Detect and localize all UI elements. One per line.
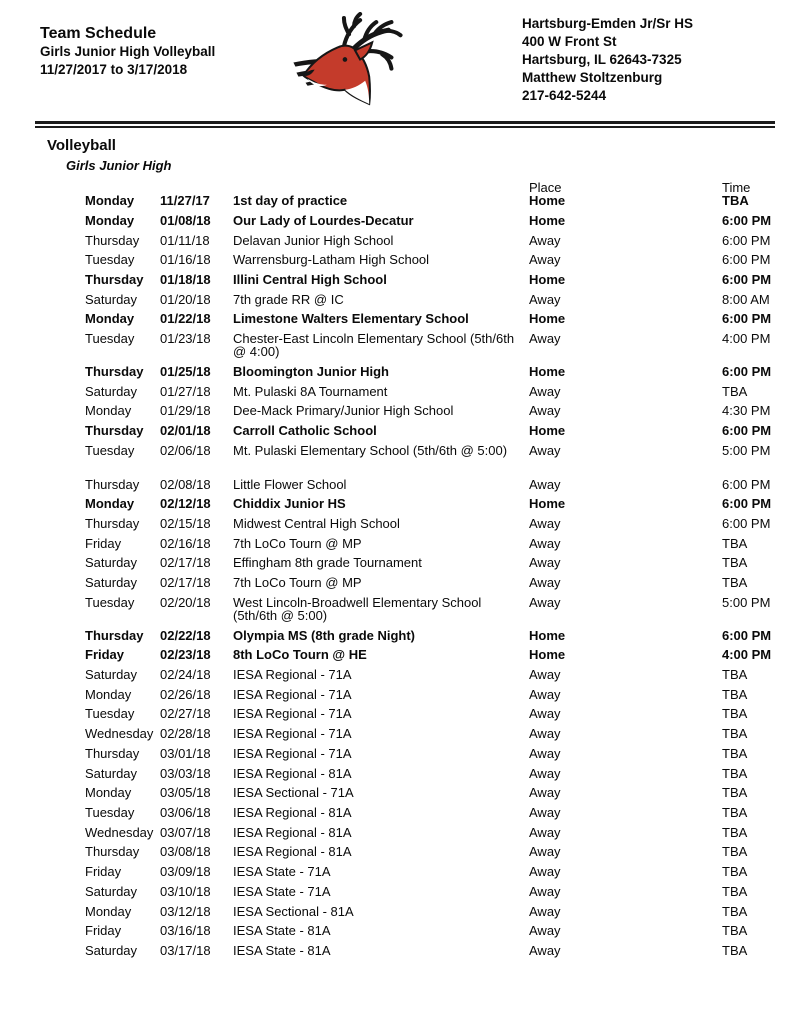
place-cell: Away — [529, 824, 561, 840]
place-cell: Away — [529, 535, 561, 551]
schedule-row — [85, 924, 800, 944]
contact-phone: 217-642-5244 — [522, 88, 607, 103]
day-cell: Tuesday — [85, 331, 135, 347]
school-address-line2: Hartsburg, IL 62643-7325 — [522, 52, 682, 67]
contact-name: Matthew Stoltzenburg — [522, 70, 663, 85]
day-cell: Monday — [85, 311, 135, 327]
time-cell: TBA — [722, 745, 748, 761]
time-cell: 8:00 AM — [722, 291, 770, 307]
schedule-row — [85, 497, 800, 517]
day-cell: Thursday — [85, 844, 140, 860]
day-cell: Saturday — [85, 383, 138, 399]
schedule-row — [85, 668, 800, 688]
place-cell: Home — [529, 193, 566, 209]
page-subtitle: Girls Junior High Volleyball — [40, 44, 216, 59]
date-cell: 01/29/18 — [160, 403, 211, 419]
day-cell: Monday — [85, 903, 132, 919]
date-cell: 02/24/18 — [160, 667, 211, 683]
date-cell: 11/27/17 — [160, 193, 210, 209]
schedule-row — [85, 253, 800, 273]
date-cell: 02/01/18 — [160, 423, 211, 439]
event-cell: Olympia MS (8th grade Night) — [233, 627, 416, 643]
day-cell: Tuesday — [85, 805, 135, 820]
event-cell: IESA Regional - 81A — [233, 824, 352, 840]
time-cell: TBA — [722, 686, 748, 702]
place-cell: Home — [529, 627, 566, 643]
event-cell: 1st day of practice — [233, 193, 348, 209]
event-cell: Little Flower School — [233, 476, 347, 492]
time-cell: TBA — [722, 193, 749, 209]
event-cell: 7th LoCo Tourn @ MP — [233, 575, 362, 591]
day-cell: Wednesday — [85, 824, 154, 840]
date-cell: 03/16/18 — [160, 923, 211, 939]
day-cell: Saturday — [85, 575, 138, 591]
date-cell: 01/20/18 — [160, 291, 211, 307]
time-cell: TBA — [722, 575, 748, 591]
place-cell: Home — [529, 496, 566, 512]
time-cell: TBA — [722, 765, 748, 781]
time-cell: 6:00 PM — [722, 515, 771, 531]
schedule-row — [85, 826, 800, 846]
day-cell: Tuesday — [85, 442, 135, 458]
schedule-row — [85, 596, 800, 629]
time-cell: TBA — [722, 864, 748, 880]
day-cell: Monday — [85, 403, 132, 419]
place-cell: Away — [529, 555, 561, 571]
event-cell: IESA Regional - 71A — [233, 686, 352, 702]
day-cell: Friday — [85, 864, 122, 880]
schedule-row — [85, 556, 800, 576]
time-cell: TBA — [722, 923, 748, 939]
event-cell: IESA State - 71A — [233, 883, 331, 899]
schedule-row — [85, 629, 800, 649]
schedule-row — [85, 747, 800, 767]
day-cell: Monday — [85, 496, 135, 512]
schedule-row — [85, 404, 800, 424]
event-cell: Illini Central High School — [233, 272, 387, 288]
time-cell: TBA — [722, 706, 748, 722]
day-cell: Thursday — [85, 745, 140, 761]
time-cell: TBA — [722, 535, 748, 551]
schedule-row — [85, 845, 800, 865]
place-cell: Away — [529, 383, 561, 399]
schedule-row — [85, 312, 800, 332]
day-cell: Friday — [85, 535, 122, 551]
date-cell: 03/01/18 — [160, 745, 211, 761]
schedule-row — [85, 865, 800, 885]
day-cell: Friday — [85, 647, 125, 663]
day-cell: Tuesday — [85, 252, 135, 268]
time-column-header: Time — [722, 180, 751, 195]
time-cell: TBA — [722, 942, 748, 958]
time-cell: 6:00 PM — [722, 272, 772, 288]
schedule-table — [0, 181, 800, 964]
place-cell: Away — [529, 331, 561, 347]
event-cell: IESA Regional - 71A — [233, 706, 352, 722]
school-address-line1: 400 W Front St — [522, 34, 617, 49]
day-cell: Saturday — [85, 883, 138, 899]
time-cell: 6:00 PM — [722, 423, 772, 439]
place-cell: Away — [529, 594, 561, 610]
place-cell: Away — [529, 515, 561, 531]
event-cell: IESA Regional - 81A — [233, 765, 352, 781]
stag-head-logo — [293, 12, 407, 109]
place-cell: Away — [529, 923, 561, 939]
schedule-row — [85, 273, 800, 293]
sport-heading: Volleyball — [47, 137, 116, 154]
event-cell: IESA Regional - 81A — [233, 805, 352, 820]
schedule-row — [85, 424, 800, 444]
time-cell: 6:00 PM — [722, 232, 771, 248]
event-cell: 7th LoCo Tourn @ MP — [233, 535, 362, 551]
time-cell: TBA — [722, 785, 748, 801]
place-cell: Away — [529, 252, 561, 268]
event-cell: IESA Sectional - 71A — [233, 785, 354, 801]
date-cell: 02/27/18 — [160, 706, 211, 722]
schedule-row — [85, 786, 800, 806]
date-cell: 02/22/18 — [160, 627, 211, 643]
date-cell: 02/23/18 — [160, 647, 211, 663]
date-cell: 02/16/18 — [160, 535, 211, 551]
day-cell: Saturday — [85, 555, 138, 571]
day-cell: Thursday — [85, 627, 144, 643]
time-cell: TBA — [722, 903, 748, 919]
date-cell: 01/08/18 — [160, 212, 211, 228]
schedule-row — [85, 293, 800, 313]
schedule-rows — [0, 194, 800, 963]
schedule-row — [85, 517, 800, 537]
date-cell: 03/10/18 — [160, 883, 211, 899]
place-cell: Away — [529, 726, 561, 742]
date-cell: 02/26/18 — [160, 686, 211, 702]
double-rule-divider — [35, 121, 775, 128]
day-cell: Wednesday — [85, 726, 154, 742]
date-cell: 03/05/18 — [160, 785, 211, 801]
place-cell: Away — [529, 745, 561, 761]
day-cell: Tuesday — [85, 706, 135, 722]
day-cell: Thursday — [85, 476, 140, 492]
event-cell: Warrensburg-Latham High School — [233, 252, 430, 268]
place-cell: Away — [529, 785, 561, 801]
date-cell: 02/17/18 — [160, 575, 211, 591]
place-cell: Away — [529, 883, 561, 899]
date-cell: 02/08/18 — [160, 476, 211, 492]
time-cell: 6:00 PM — [722, 476, 771, 492]
place-cell: Away — [529, 686, 561, 702]
place-cell: Away — [529, 903, 561, 919]
event-cell: Mt. Pulaski 8A Tournament — [233, 383, 388, 399]
date-cell: 01/16/18 — [160, 252, 211, 268]
time-cell: 5:00 PM — [722, 594, 771, 610]
date-cell: 03/06/18 — [160, 805, 211, 820]
date-cell: 02/20/18 — [160, 594, 211, 610]
place-cell: Home — [529, 311, 566, 327]
date-cell: 03/07/18 — [160, 824, 211, 840]
schedule-row — [85, 444, 800, 464]
day-cell: Monday — [85, 785, 132, 801]
date-cell: 03/03/18 — [160, 765, 211, 781]
event-cell: Delavan Junior High School — [233, 232, 394, 248]
event-cell: Effingham 8th grade Tournament — [233, 555, 422, 571]
schedule-row — [85, 576, 800, 596]
place-cell: Home — [529, 272, 566, 288]
event-cell: West Lincoln-Broadwell Elementary School (5th/6th @ 5:00) — [233, 594, 482, 623]
date-cell: 01/23/18 — [160, 331, 211, 347]
time-cell: 6:00 PM — [722, 212, 772, 228]
event-cell: IESA State - 81A — [233, 923, 331, 939]
schedule-row — [85, 648, 800, 668]
day-cell: Thursday — [85, 232, 140, 248]
event-cell: IESA State - 81A — [233, 942, 331, 958]
day-cell: Saturday — [85, 667, 138, 683]
team-heading: Girls Junior High — [66, 158, 172, 173]
schedule-row — [85, 727, 800, 747]
place-cell: Away — [529, 864, 561, 880]
school-name: Hartsburg-Emden Jr/Sr HS — [522, 16, 694, 31]
time-cell: 6:00 PM — [722, 496, 772, 512]
place-cell: Away — [529, 575, 561, 591]
event-cell: IESA Regional - 71A — [233, 667, 352, 683]
schedule-row — [85, 688, 800, 708]
place-cell: Away — [529, 844, 561, 860]
place-cell: Away — [529, 403, 561, 419]
school-info — [522, 15, 693, 105]
schedule-row — [85, 885, 800, 905]
place-cell: Away — [529, 942, 561, 958]
time-cell: 4:00 PM — [722, 647, 772, 663]
place-cell: Away — [529, 667, 561, 683]
day-cell: Monday — [85, 686, 132, 702]
day-cell: Thursday — [85, 272, 144, 288]
place-cell: Away — [529, 232, 561, 248]
schedule-date-range: 11/27/2017 to 3/17/2018 — [40, 61, 188, 77]
date-cell: 02/15/18 — [160, 515, 211, 531]
schedule-row — [85, 194, 800, 214]
time-cell: TBA — [722, 726, 748, 742]
day-cell: Saturday — [85, 291, 138, 307]
place-cell: Away — [529, 291, 561, 307]
time-cell: TBA — [722, 883, 748, 899]
day-cell: Tuesday — [85, 594, 135, 610]
day-cell: Thursday — [85, 423, 144, 439]
place-cell: Away — [529, 706, 561, 722]
time-cell: 6:00 PM — [722, 627, 772, 643]
schedule-row — [85, 234, 800, 254]
date-cell: 01/11/18 — [160, 232, 210, 248]
time-cell: 6:00 PM — [722, 364, 772, 380]
event-cell: Limestone Walters Elementary School — [233, 311, 469, 327]
date-cell: 03/12/18 — [160, 903, 211, 919]
schedule-row — [85, 767, 800, 787]
date-cell: 01/18/18 — [160, 272, 211, 288]
time-cell: TBA — [722, 844, 748, 860]
place-cell: Away — [529, 442, 561, 458]
time-cell: TBA — [722, 555, 748, 571]
schedule-row — [85, 365, 800, 385]
event-cell: IESA State - 71A — [233, 864, 331, 880]
schedule-row — [85, 537, 800, 557]
page-title: Team Schedule — [40, 25, 157, 42]
time-cell: TBA — [722, 805, 748, 820]
time-cell: 4:00 PM — [722, 331, 771, 347]
time-cell: TBA — [722, 667, 748, 683]
day-cell: Thursday — [85, 364, 144, 380]
schedule-row — [85, 385, 800, 405]
place-cell: Home — [529, 212, 566, 228]
date-cell: 03/17/18 — [160, 942, 211, 958]
day-cell: Thursday — [85, 515, 140, 531]
day-cell: Monday — [85, 212, 135, 228]
schedule-row — [85, 905, 800, 925]
event-cell: IESA Regional - 71A — [233, 745, 352, 761]
time-cell: 6:00 PM — [722, 311, 772, 327]
date-cell: 01/22/18 — [160, 311, 211, 327]
event-cell: Carroll Catholic School — [233, 423, 377, 439]
event-cell: IESA Regional - 71A — [233, 726, 352, 742]
day-cell: Saturday — [85, 942, 138, 958]
schedule-row — [85, 332, 800, 365]
date-cell: 02/17/18 — [160, 555, 211, 571]
place-cell: Home — [529, 364, 566, 380]
date-cell: 03/08/18 — [160, 844, 211, 860]
header-left — [40, 24, 215, 78]
date-cell: 02/06/18 — [160, 442, 211, 458]
date-cell: 03/09/18 — [160, 864, 211, 880]
time-cell: TBA — [722, 824, 748, 840]
event-cell: Bloomington Junior High — [233, 364, 389, 380]
time-cell: 4:30 PM — [722, 403, 771, 419]
event-cell: IESA Sectional - 81A — [233, 903, 354, 919]
event-cell: Chiddix Junior HS — [233, 496, 346, 512]
time-cell: 5:00 PM — [722, 442, 771, 458]
date-cell: 02/28/18 — [160, 726, 211, 742]
place-cell: Away — [529, 476, 561, 492]
place-cell: Away — [529, 805, 561, 820]
time-cell: 6:00 PM — [722, 252, 771, 268]
schedule-row — [85, 806, 800, 826]
day-cell: Friday — [85, 923, 122, 939]
time-cell: TBA — [722, 383, 748, 399]
event-cell: Chester-East Lincoln Elementary School (5th/6th @ 4:00) — [233, 331, 515, 360]
place-cell: Home — [529, 423, 566, 439]
date-cell: 02/12/18 — [160, 496, 211, 512]
event-cell: Our Lady of Lourdes-Decatur — [233, 212, 414, 228]
event-cell: Mt. Pulaski Elementary School (5th/6th @ 5:00) — [233, 442, 508, 458]
stag-head-logo-svg — [293, 12, 407, 109]
event-cell: IESA Regional - 81A — [233, 844, 352, 860]
date-cell: 01/27/18 — [160, 383, 211, 399]
event-cell: 8th LoCo Tourn @ HE — [233, 647, 367, 663]
event-cell: Dee-Mack Primary/Junior High School — [233, 403, 454, 419]
place-cell: Home — [529, 647, 566, 663]
day-cell: Saturday — [85, 765, 138, 781]
schedule-row — [85, 478, 800, 498]
schedule-row — [85, 944, 800, 964]
place-column-header: Place — [529, 180, 562, 195]
schedule-row — [85, 214, 800, 234]
schedule-row — [85, 707, 800, 727]
day-cell: Monday — [85, 193, 135, 209]
event-cell: Midwest Central High School — [233, 515, 400, 531]
place-cell: Away — [529, 765, 561, 781]
event-cell: 7th grade RR @ IC — [233, 291, 344, 307]
date-cell: 01/25/18 — [160, 364, 211, 380]
